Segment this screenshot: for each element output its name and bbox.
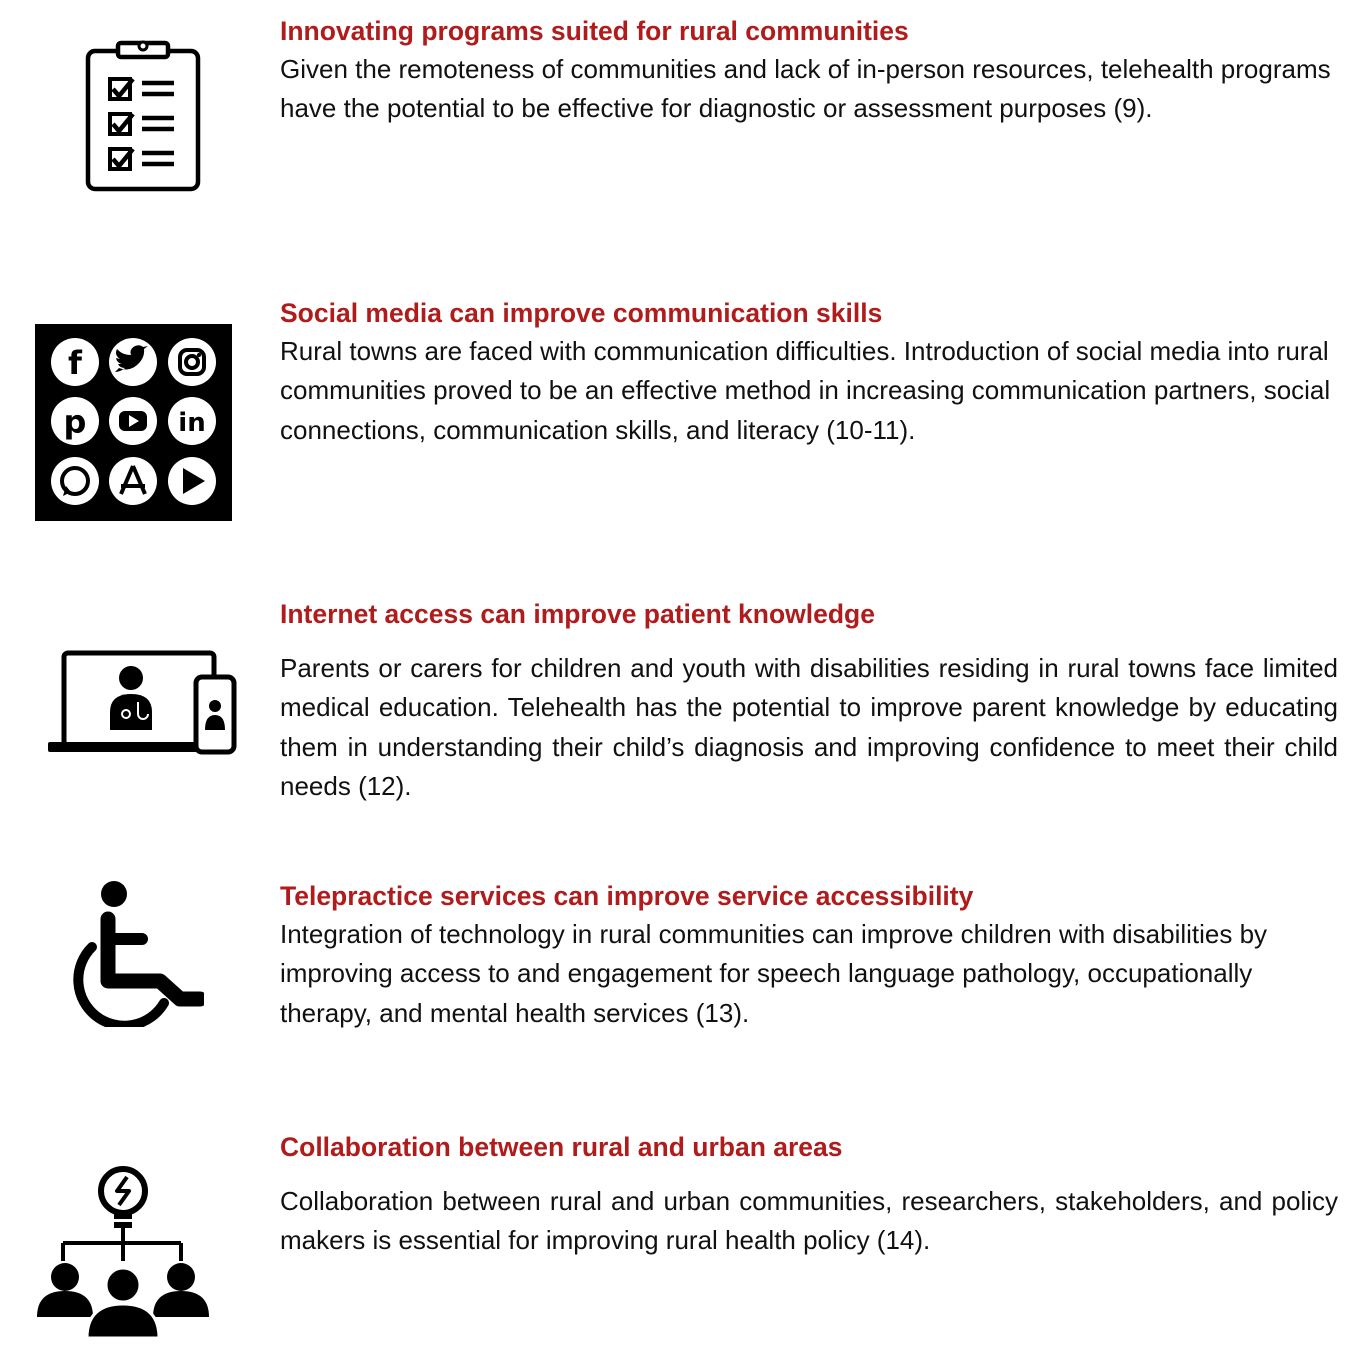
section-title: Innovating programs suited for rural communities (280, 16, 909, 46)
section-body: Rural towns are faced with communication difficulties. Introduction of social media into rural communities proved to be an effective method in increasing communication partners, social connections, communication skills, and literacy (10-11). (280, 336, 1331, 445)
section-body: Integration of technology in rural communities can improve children with disabilities by improving access to and engagement for speech language pathology, occupationally therapy, and mental health services (13). (280, 919, 1268, 1028)
section-title: Collaboration between rural and urban areas (280, 1132, 843, 1162)
section-social-media (280, 294, 1338, 450)
collaboration-network-icon (35, 1165, 211, 1340)
section-internet-access (280, 595, 1338, 806)
section-programs (280, 12, 1338, 129)
section-title: Internet access can improve patient knowledge (280, 599, 875, 629)
section-collaboration (280, 1128, 1338, 1261)
section-title: Telepractice services can improve service accessibility (280, 881, 974, 911)
section-body: Given the remoteness of communities and lack of in-person resources, telehealth programs have the potential to be effective for diagnostic or assessment purposes (9). (280, 54, 1331, 124)
section-telepractice (280, 877, 1338, 1033)
section-title: Social media can improve communication skills (280, 298, 883, 328)
telehealth-devices-icon (46, 650, 242, 756)
wheelchair-icon (68, 877, 204, 1027)
svg-text:f: f (68, 344, 82, 382)
clipboard-checklist-icon (80, 36, 206, 196)
section-body: Collaboration between rural and urban communities, researchers, stakeholders, and policy makers is essential for improving rural health policy (14). (280, 1186, 1338, 1256)
section-body: Parents or carers for children and youth with disabilities residing in rural towns face limited medical education. Telehealth has the potential to improve parent knowledge by educating them in understanding their child’s diagnosis and improving confidence to meet their child needs (12). (280, 653, 1338, 801)
social-media-grid-icon (35, 324, 232, 521)
svg-text:in: in (178, 408, 206, 438)
svg-text:p: p (63, 403, 87, 441)
